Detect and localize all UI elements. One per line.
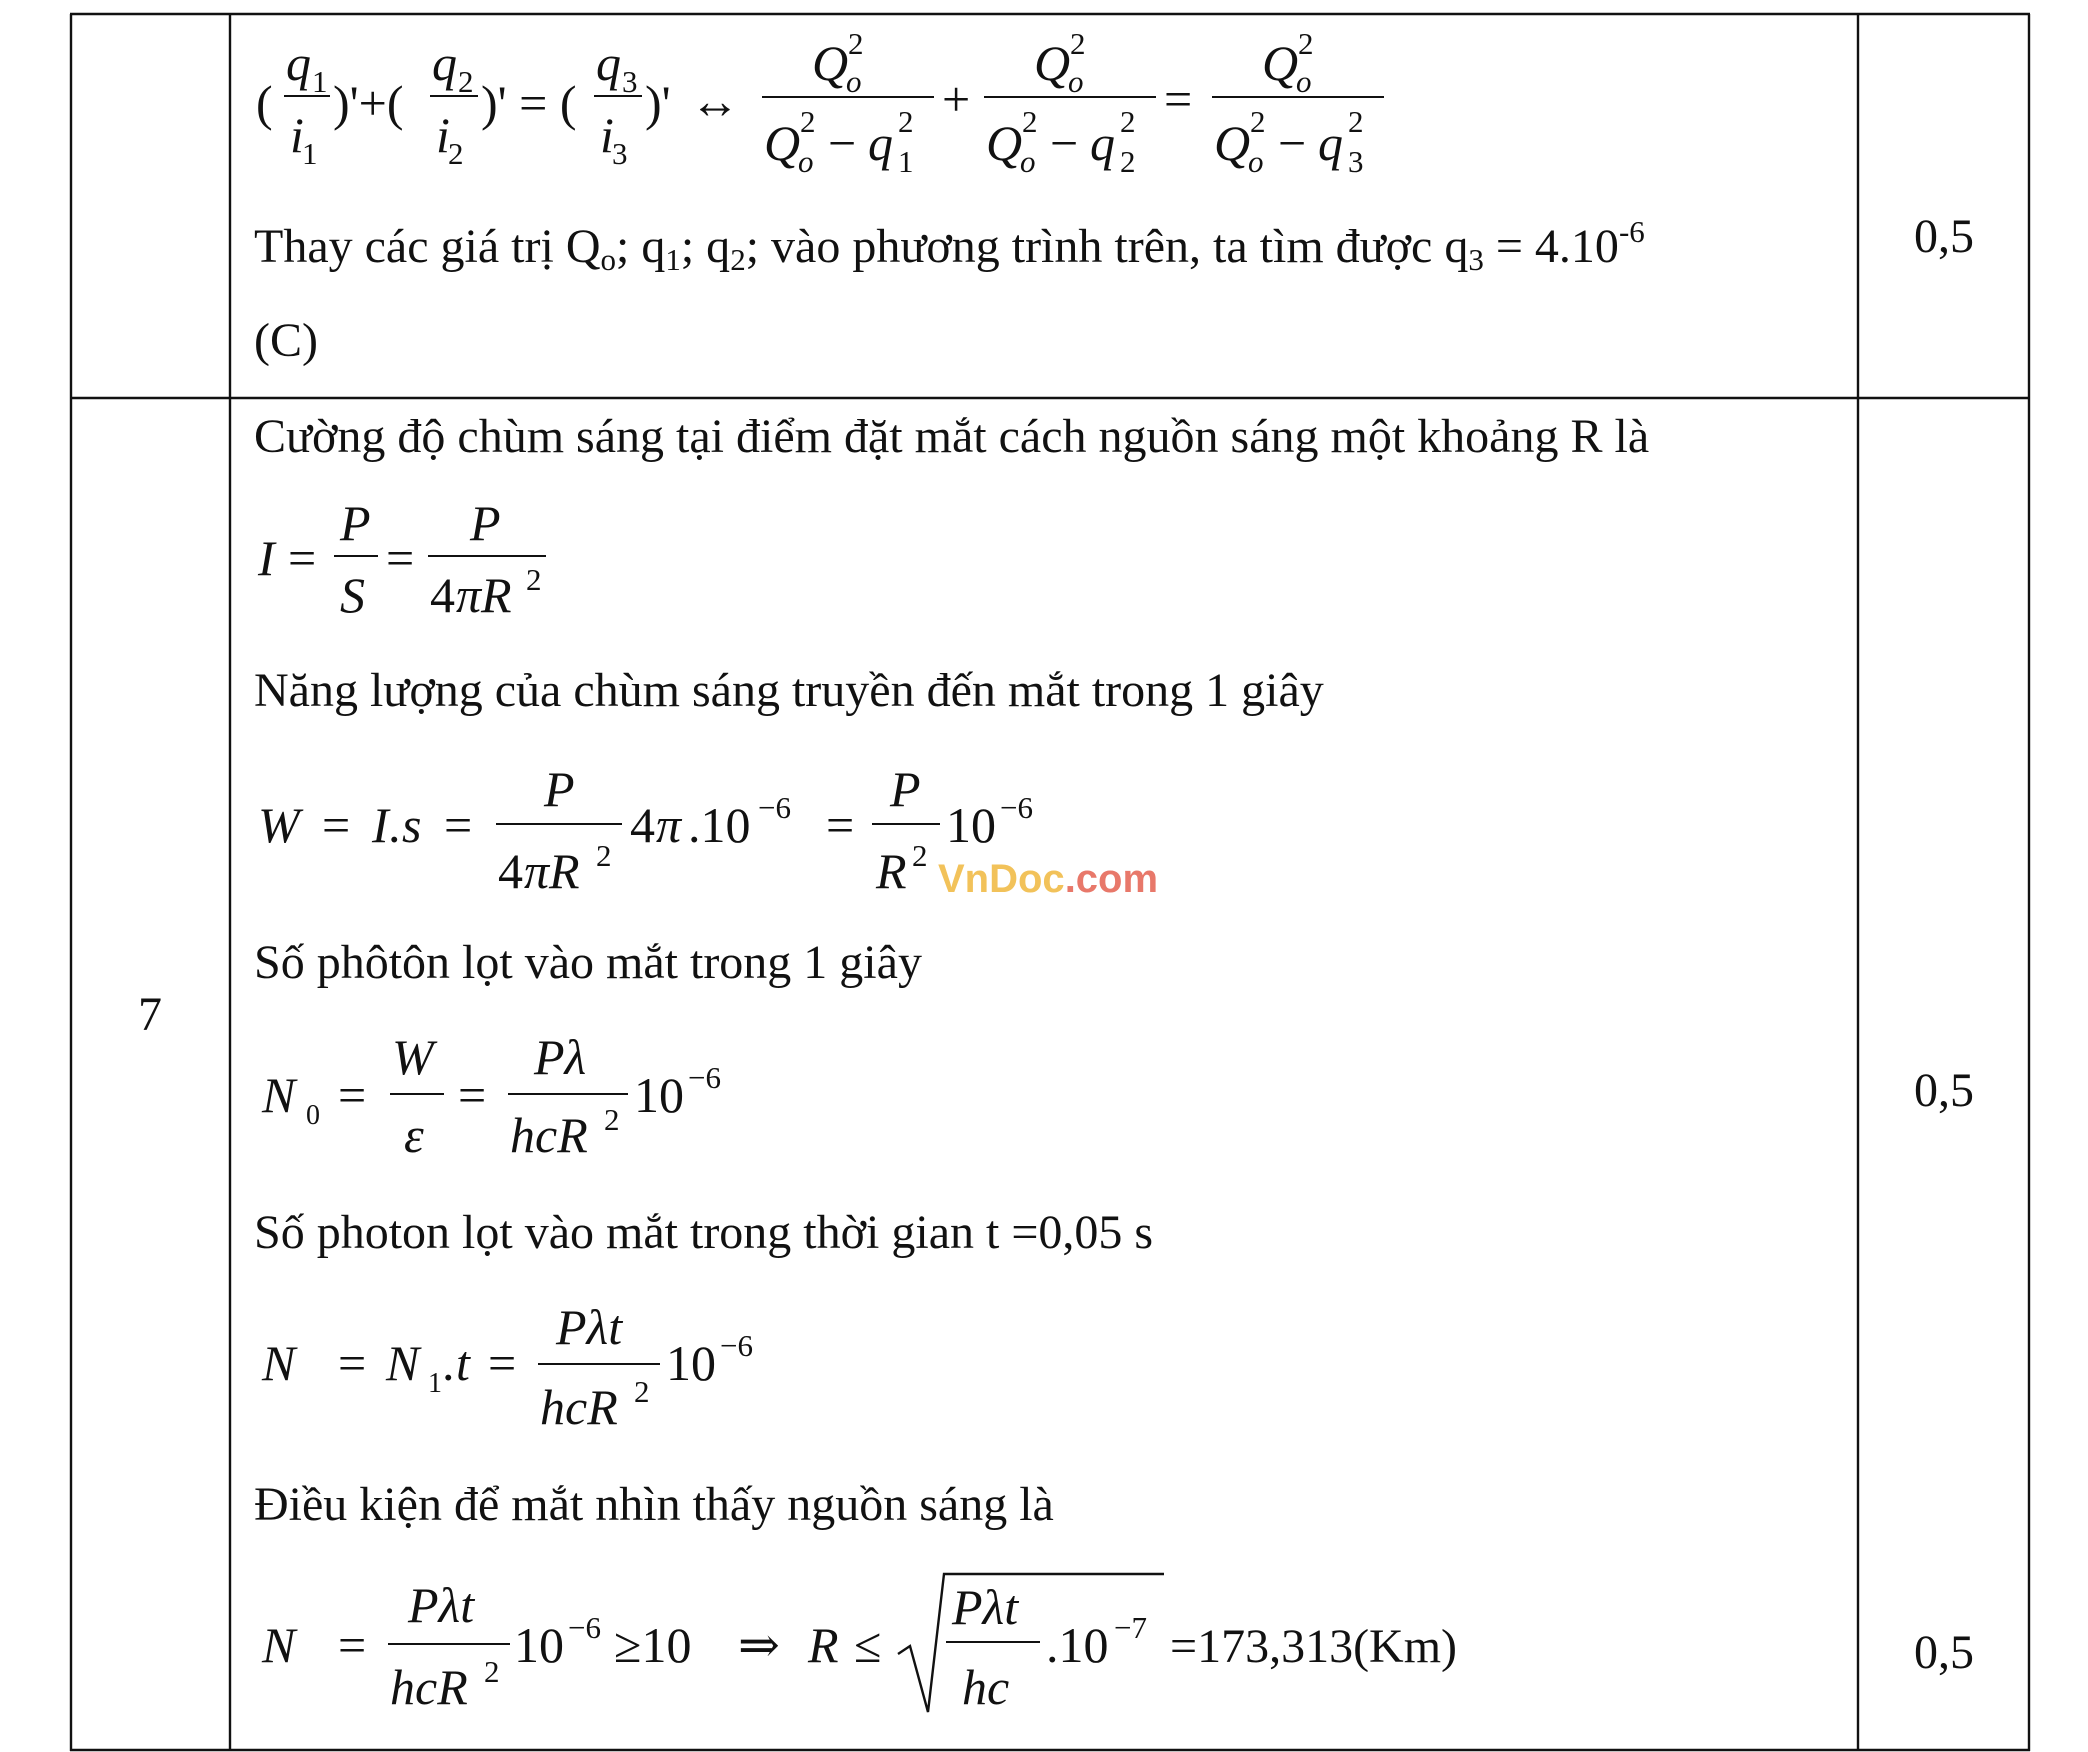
- svg-text:=: =: [826, 797, 855, 853]
- svg-text:=: =: [322, 797, 351, 853]
- svg-text:2: 2: [800, 104, 816, 139]
- svg-text:q: q: [286, 35, 311, 91]
- svg-text:N: N: [386, 1335, 420, 1391]
- svg-text:=: =: [338, 1617, 367, 1673]
- svg-text:−: −: [828, 115, 857, 171]
- svg-text:1: 1: [898, 144, 914, 179]
- svg-text:2: 2: [898, 104, 914, 139]
- row-2-content: [138, 410, 1974, 1715]
- svg-text:πR: πR: [524, 843, 580, 899]
- svg-text:=: =: [338, 1335, 367, 1391]
- svg-text:I: I: [372, 797, 389, 853]
- svg-text:Pλ: Pλ: [534, 1029, 587, 1085]
- svg-text:o: o: [846, 64, 862, 99]
- svg-text:2: 2: [1120, 144, 1136, 179]
- svg-text:⇒: ⇒: [738, 1617, 780, 1673]
- svg-text:2: 2: [448, 136, 464, 171]
- score-row-1: 0,5: [1914, 210, 1974, 263]
- svg-text:=: =: [488, 1335, 517, 1391]
- svg-text:s: s: [402, 797, 422, 853]
- svg-text:2: 2: [1022, 104, 1038, 139]
- svg-text:10: 10: [514, 1617, 564, 1673]
- svg-text:=: =: [458, 1067, 487, 1123]
- svg-text:Pλt: Pλt: [952, 1579, 1019, 1635]
- svg-text:o: o: [1248, 144, 1264, 179]
- svg-text:i: i: [290, 107, 304, 163]
- svg-text:+: +: [942, 71, 971, 127]
- svg-text:−: −: [1278, 115, 1307, 171]
- svg-text:N: N: [262, 1067, 296, 1123]
- svg-text:2: 2: [596, 838, 612, 873]
- svg-text:4: 4: [430, 567, 455, 623]
- svg-text:=: =: [386, 530, 415, 586]
- svg-text:Pλt: Pλt: [408, 1577, 475, 1633]
- svg-text:=: =: [444, 797, 473, 853]
- svg-text:)' = (: )' = (: [481, 75, 577, 131]
- svg-text:2: 2: [604, 1102, 620, 1137]
- svg-text:2: 2: [484, 1654, 500, 1689]
- intensity-text: Cường độ chùm sáng tại điểm đặt mắt cách nguồn sáng một khoảng R là: [254, 410, 1650, 463]
- svg-text:W: W: [392, 1029, 434, 1085]
- formula-photons-in-time: [261, 1299, 753, 1435]
- svg-text:q: q: [1090, 115, 1115, 171]
- svg-text:o: o: [1020, 144, 1036, 179]
- svg-text:2: 2: [526, 562, 542, 597]
- svg-text:3: 3: [622, 64, 638, 99]
- svg-text:3: 3: [1348, 144, 1364, 179]
- svg-text:.10: .10: [688, 797, 751, 853]
- svg-text:Q: Q: [764, 115, 801, 171]
- svg-text:0: 0: [306, 1100, 320, 1131]
- result-text: =173,313(Km): [1170, 1620, 1458, 1673]
- svg-text:.10: .10: [1046, 1617, 1109, 1673]
- svg-text:hcR: hcR: [510, 1107, 588, 1163]
- svg-text:−6: −6: [688, 1060, 721, 1095]
- svg-text:−6: −6: [1000, 790, 1033, 825]
- svg-text:Pλt: Pλt: [556, 1299, 623, 1355]
- svg-text:o: o: [798, 144, 814, 179]
- svg-text:π: π: [656, 797, 682, 853]
- svg-text:1: 1: [312, 64, 328, 99]
- svg-text:W: W: [258, 797, 300, 853]
- row-1-content: [254, 26, 1974, 367]
- svg-text:−6: −6: [758, 790, 791, 825]
- svg-text:.: .: [442, 1335, 455, 1391]
- svg-text:2: 2: [1070, 26, 1086, 61]
- svg-text:hc: hc: [962, 1659, 1010, 1715]
- svg-text:N: N: [262, 1617, 296, 1673]
- svg-text:πR: πR: [456, 567, 512, 623]
- svg-text:S: S: [340, 567, 365, 623]
- svg-text:Q: Q: [1262, 35, 1299, 91]
- energy-text: Năng lượng của chùm sáng truyền đến mắt trong 1 giây: [254, 664, 1324, 717]
- svg-text:(: (: [256, 75, 273, 131]
- formula-charge-current-ratio: [256, 26, 1384, 179]
- svg-text:hcR: hcR: [390, 1659, 468, 1715]
- svg-text:≤: ≤: [854, 1617, 882, 1673]
- unit-text: (C): [254, 314, 318, 367]
- svg-text:2: 2: [458, 64, 474, 99]
- svg-text:hcR: hcR: [540, 1379, 618, 1435]
- svg-text:P: P: [890, 761, 921, 817]
- photons-in-time-text: Số photon lọt vào mắt trong thời gian t =0,05 s: [254, 1206, 1154, 1259]
- svg-text:10: 10: [946, 797, 996, 853]
- formula-energy: [258, 761, 1033, 899]
- svg-text:R: R: [876, 843, 907, 899]
- svg-text:R: R: [808, 1617, 839, 1673]
- svg-text:2: 2: [1298, 26, 1314, 61]
- svg-text:Q: Q: [986, 115, 1023, 171]
- svg-text:1: 1: [302, 136, 318, 171]
- score-row-2b: 0,5: [1914, 1626, 1974, 1679]
- svg-text:10: 10: [666, 1335, 716, 1391]
- svg-text:)'+(: )'+(: [333, 75, 404, 131]
- svg-text:N: N: [262, 1335, 296, 1391]
- svg-text:=: =: [1164, 71, 1193, 127]
- svg-text:.: .: [388, 797, 401, 853]
- svg-text:↔: ↔: [690, 73, 740, 129]
- substitution-text: Thay các giá trị Qo; q1; q2; vào phương trình trên, ta tìm được $q3 = 4.10^{-6}$: [254, 214, 1645, 277]
- svg-text:o: o: [1068, 64, 1084, 99]
- svg-text:2: 2: [1250, 104, 1266, 139]
- svg-text:Q: Q: [1214, 115, 1251, 171]
- svg-text:1: 1: [428, 1368, 442, 1399]
- svg-text:−: −: [1050, 115, 1079, 171]
- svg-text:t: t: [456, 1335, 470, 1391]
- question-number: 7: [138, 988, 162, 1041]
- svg-text:−7: −7: [1114, 1610, 1147, 1645]
- svg-text:4: 4: [630, 797, 655, 853]
- svg-text:i: i: [600, 107, 614, 163]
- svg-text:ε: ε: [404, 1107, 424, 1163]
- svg-text:)': )': [645, 75, 671, 131]
- svg-text:3: 3: [612, 136, 628, 171]
- svg-text:Q: Q: [1034, 35, 1071, 91]
- svg-text:q: q: [596, 35, 621, 91]
- formula-intensity: [257, 495, 546, 623]
- svg-text:2: 2: [848, 26, 864, 61]
- svg-text:−6: −6: [720, 1328, 753, 1363]
- svg-text:=: =: [288, 530, 317, 586]
- svg-text:2: 2: [1348, 104, 1364, 139]
- photons-per-second-text: Số phôtôn lọt vào mắt trong 1 giây: [254, 936, 922, 989]
- svg-text:=: =: [338, 1067, 367, 1123]
- svg-text:Q: Q: [812, 35, 849, 91]
- svg-text:q: q: [1318, 115, 1343, 171]
- svg-text:2: 2: [634, 1374, 650, 1409]
- svg-text:P: P: [544, 761, 575, 817]
- svg-text:2: 2: [1120, 104, 1136, 139]
- formula-condition: [261, 1574, 1457, 1715]
- condition-text: Điều kiện để mắt nhìn thấy nguồn sáng là: [254, 1478, 1054, 1531]
- svg-text:P: P: [340, 495, 371, 551]
- svg-text:q: q: [432, 35, 457, 91]
- svg-text:I: I: [258, 530, 275, 586]
- vndoc-watermark: VnDoc.com: [938, 857, 1159, 901]
- svg-text:≥10: ≥10: [614, 1617, 692, 1673]
- svg-text:o: o: [1296, 64, 1312, 99]
- svg-text:−6: −6: [568, 1610, 601, 1645]
- svg-text:2: 2: [912, 838, 928, 873]
- score-row-2a: 0,5: [1914, 1064, 1974, 1117]
- svg-text:10: 10: [634, 1067, 684, 1123]
- svg-text:P: P: [470, 495, 501, 551]
- formula-photons-per-second: [261, 1029, 721, 1163]
- svg-text:4: 4: [498, 843, 523, 899]
- svg-text:i: i: [436, 107, 450, 163]
- svg-text:q: q: [868, 115, 893, 171]
